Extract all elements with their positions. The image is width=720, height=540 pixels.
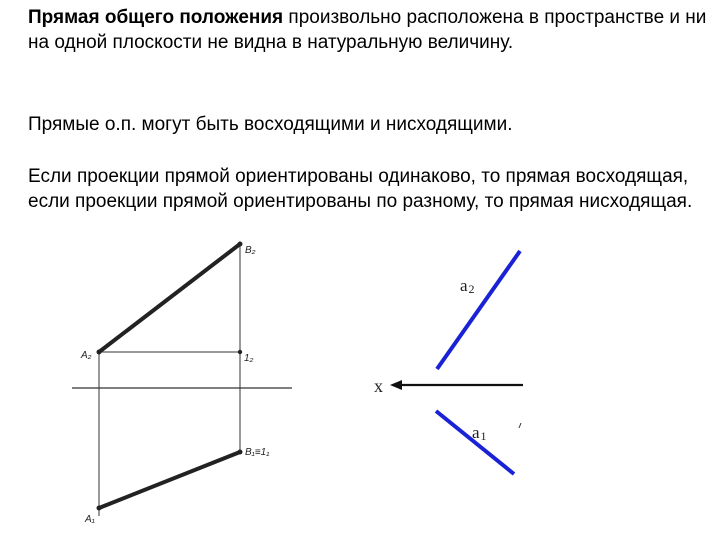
definition-term: Прямая общего положения [28,7,284,28]
label-A1: A₁ [85,514,95,525]
point-B2 [238,242,243,247]
label-12: 1₂ [244,353,254,364]
point-A2 [97,350,102,355]
rule-paragraph: Если проекции прямой ориентированы одинаково, то прямая восходящая, если проекции прямой ориентированы по разному, то прямая нисходящая. [28,166,693,212]
label-x: x [374,376,383,396]
segment-A2B2 [99,244,240,352]
label-a1-letter: a [472,423,480,442]
point-A1 [97,506,102,511]
label-a2 [460,276,475,296]
line-a2-projection [437,251,520,369]
label-a2-letter: a [460,276,468,295]
point-B1 [238,450,243,455]
line-a1-projection [436,411,514,474]
point-12 [238,350,242,354]
definition-text: произвольно расположена в пространстве и ни на одной плоскости не видна в натуральную величину. [28,7,707,53]
label-B1: B₁≡1₁ [245,447,270,458]
right-projection-diagram [374,251,523,474]
label-a1-subscript: 1 [480,429,487,443]
label-A2: A₂ [81,350,92,361]
segment-A1B1 [99,452,240,508]
label-a2-subscript: 2 [468,282,475,296]
label-B2: B₂ [245,245,256,256]
small-tick-mark [519,423,521,428]
label-a1 [472,423,487,443]
arrowhead-icon [390,380,402,390]
types-paragraph: Прямые о.п. могут быть восходящими и нисходящими. [28,114,513,135]
left-projection-diagram [72,242,292,526]
